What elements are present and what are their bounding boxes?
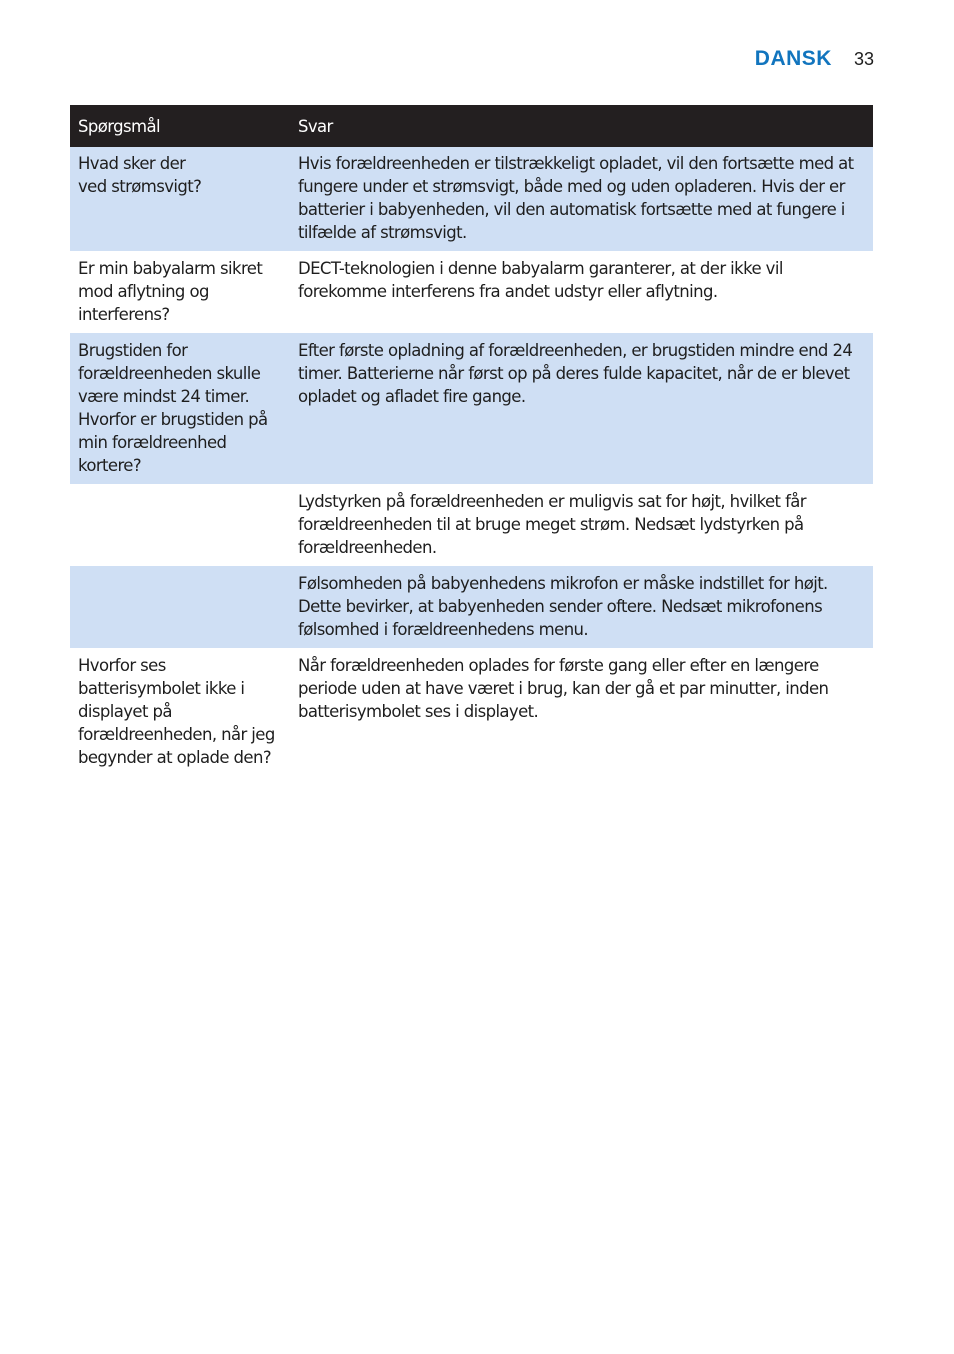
question-cell: Hvad sker der ved strømsvigt?	[70, 147, 290, 251]
question-cell: Brugstiden for forældreenheden skulle være mindst 24 timer. Hvorfor er brugstiden på min forældreenhed kortere?	[70, 333, 290, 484]
answer-cell: Når forældreenheden oplades for første gang eller efter en længere periode uden at have været i brug, kan der gå et par minutter, inden batterisymbolet ses i displayet.	[290, 648, 873, 776]
page-header	[755, 47, 874, 71]
answer-cell: Følsomheden på babyenhedens mikrofon er måske indstillet for højt. Dette bevirker, at babyenheden sender oftere. Nedsæt mikrofonens følsomhed i forældreenhedens menu.	[290, 566, 873, 648]
question-cell: Er min babyalarm sikret mod aflytning og interferens?	[70, 251, 290, 333]
question-cell: Hvorfor ses batterisymbolet ikke i displayet på forældreenheden, når jeg begynder at oplade den?	[70, 648, 290, 776]
table-row	[70, 147, 873, 251]
page-number: 33	[853, 49, 874, 69]
question-cell	[70, 566, 290, 648]
table-row	[70, 484, 873, 566]
language-label: DANSK	[754, 47, 832, 70]
table-row	[70, 566, 873, 648]
answer-cell: Efter første opladning af forældreenheden, er brugstiden mindre end 24 timer. Batterierne når først op på deres fulde kapacitet, når de er blevet opladet og afladet fire gange.	[290, 333, 873, 484]
table-row	[70, 333, 873, 484]
table-header-row	[70, 105, 873, 147]
answer-cell: Lydstyrken på forældreenheden er muligvis sat for højt, hvilket får forældreenheden til at bruge meget strøm. Nedsæt lydstyrken på forældreenheden.	[290, 484, 873, 566]
answer-cell: Hvis forældreenheden er tilstrækkeligt opladet, vil den fortsætte med at fungere under et strømsvigt, både med og uden opladeren. Hvis der er batterier i babyenheden, vil den automatisk fortsætte med at fungere i tilfælde af strømsvigt.	[290, 147, 873, 251]
table-row	[70, 251, 873, 333]
column-header-question: Spørgsmål	[70, 105, 290, 147]
question-cell	[70, 484, 290, 566]
table-row	[70, 648, 873, 776]
faq-table	[70, 105, 873, 776]
answer-cell: DECT-teknologien i denne babyalarm garanterer, at der ikke vil forekomme interferens fra andet udstyr eller aflytning.	[290, 251, 873, 333]
column-header-answer: Svar	[290, 105, 873, 147]
